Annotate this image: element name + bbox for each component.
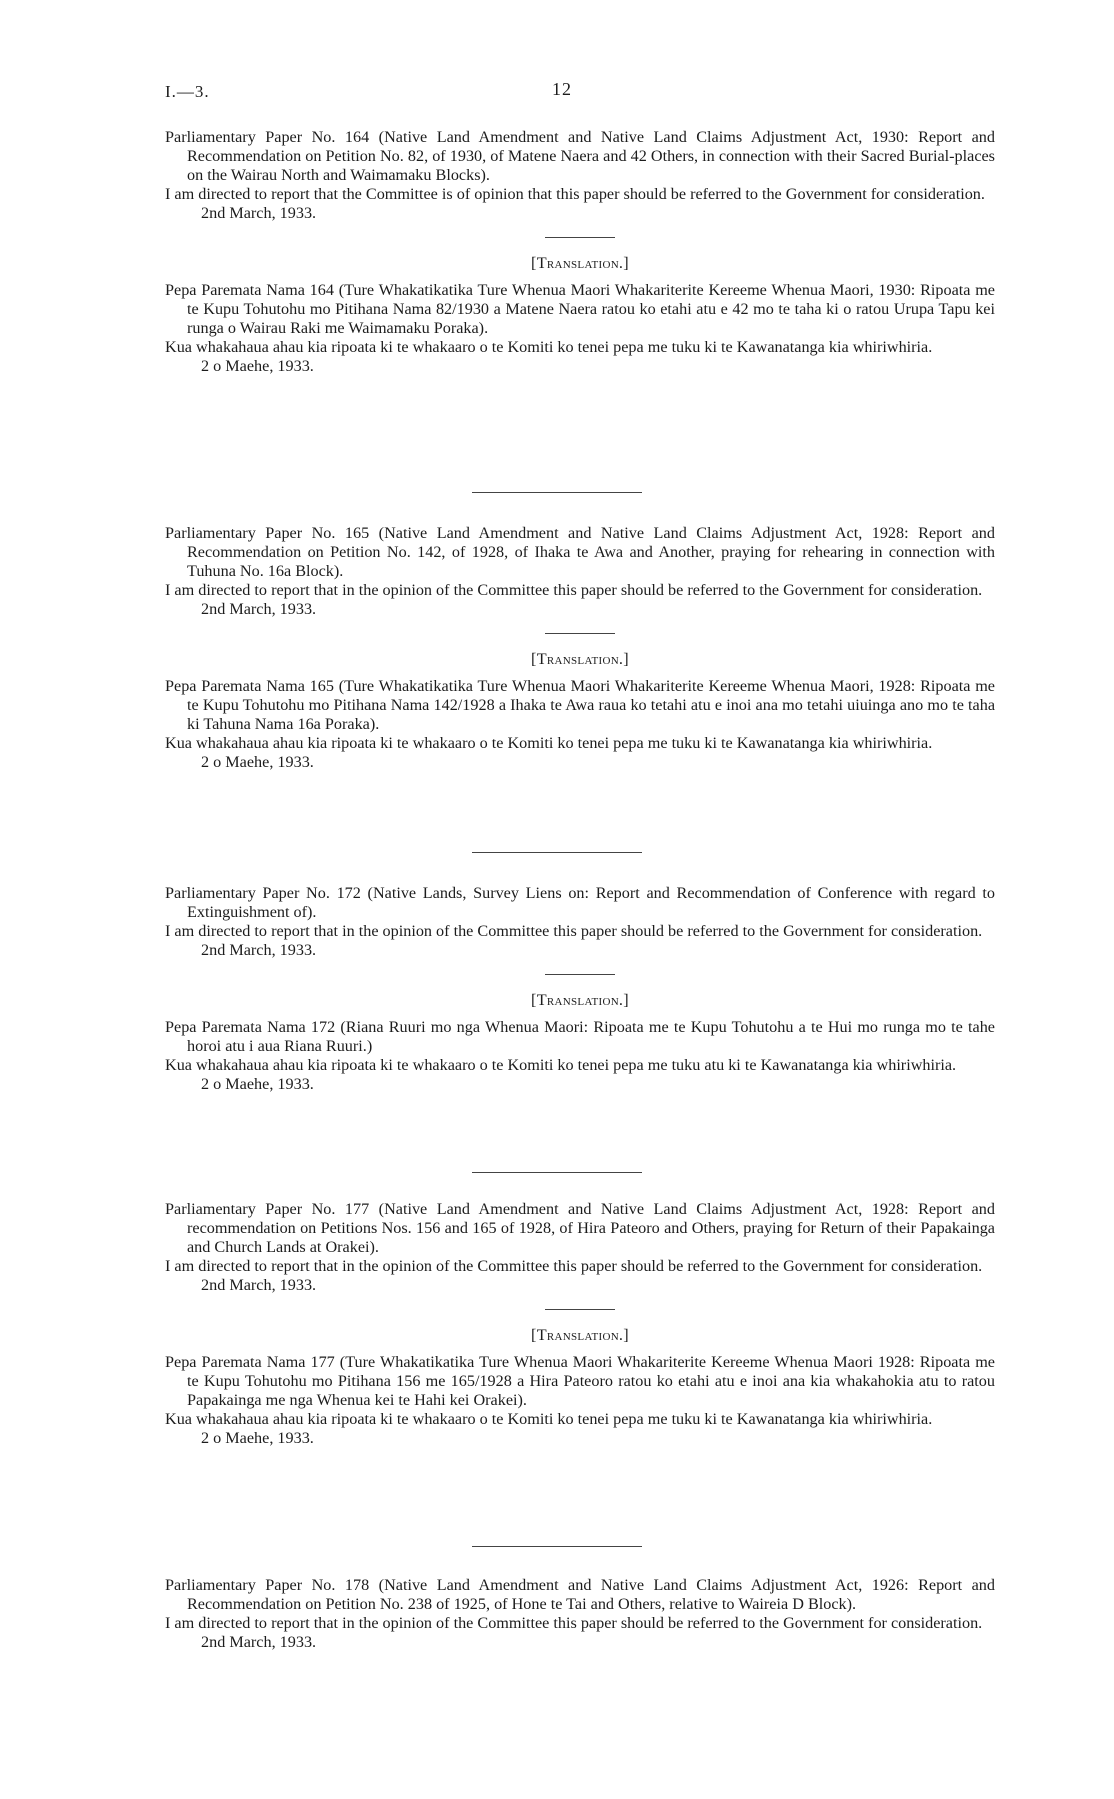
translation-body: Kua whakahaua ahau kia ripoata ki te whakaaro o te Komiti ko tenei pepa me tuku ki te Kawanatanga kia whiriwhiria.: [165, 734, 933, 752]
entry-body: I am directed to report that in the opinion of the Committee this paper should be referred to the Government for consideration.: [165, 922, 983, 940]
translation-body: Kua whakahaua ahau kia ripoata ki te whakaaro o te Komiti ko tenei pepa me tuku ki te Kawanatanga kia whiriwhiria.: [165, 338, 933, 356]
short-divider: [545, 633, 615, 634]
translation-title: Pepa Paremata Nama 165 (Ture Whakatikatika Ture Whenua Maori Whakariterite Kereeme Whenua Maori, 1928: Ripoata me te Kupu Tohutohu mo Pitihana Nama 142/1928 a Ihaka te Awa raua ko tetahi atu e inoi ana mo tetahi uiuinga ano mo te taha ki Tahuna Nama 16a Poraka).: [165, 677, 995, 733]
entry-paper-172: [165, 884, 995, 1094]
short-divider: [545, 974, 615, 975]
entry-title: Parliamentary Paper No. 165 (Native Land Amendment and Native Land Claims Adjustment Act, 1928: Report and Recommendation on Petition No. 142, of 1928, of Ihaka te Awa and Another, praying for rehearing in connection with Tuhuna No. 16a Block).: [165, 524, 995, 580]
entry-date: 2nd March, 1933.: [201, 941, 317, 959]
page-number: 12: [552, 79, 572, 99]
entry-body: I am directed to report that the Committee is of opinion that this paper should be referred to the Government for consideration.: [165, 185, 985, 203]
translation-date: 2 o Maehe, 1933.: [201, 357, 314, 375]
translation-date: 2 o Maehe, 1933.: [201, 1429, 314, 1447]
entry-date: 2nd March, 1933.: [201, 600, 317, 618]
section-divider: [472, 492, 642, 493]
entry-paper-178: [165, 1576, 995, 1652]
section-divider: [472, 1172, 642, 1173]
translation-date: 2 o Maehe, 1933.: [201, 753, 314, 771]
entry-paper-177: [165, 1200, 995, 1448]
entry-date: 2nd March, 1933.: [201, 204, 317, 222]
translation-title: Pepa Paremata Nama 164 (Ture Whakatikatika Ture Whenua Maori Whakariterite Kereeme Whenua Maori, 1930: Ripoata me te Kupu Tohutohu mo Pitihana Nama 82/1930 a Matene Naera ratou ko etahi atu e 42 mo te taha ki o ratou Urupa Tapu kei runga o Wairau Raki me Waimamaku Poraka).: [165, 281, 995, 337]
page-header-left: I.—3.: [165, 82, 210, 101]
entry-date: 2nd March, 1933.: [201, 1633, 317, 1651]
entry-body: I am directed to report that in the opinion of the Committee this paper should be referred to the Government for consideration.: [165, 1614, 983, 1632]
entry-title: Parliamentary Paper No. 178 (Native Land Amendment and Native Land Claims Adjustment Act, 1926: Report and Recommendation on Petition No. 238 of 1925, of Hone te Tai and Others, relative to Waireia D Block).: [165, 1576, 995, 1613]
entry-body: I am directed to report that in the opinion of the Committee this paper should be referred to the Government for consideration.: [165, 581, 983, 599]
entry-date: 2nd March, 1933.: [201, 1276, 317, 1294]
section-divider: [472, 852, 642, 853]
entry-title: Parliamentary Paper No. 177 (Native Land Amendment and Native Land Claims Adjustment Act, 1928: Report and recommendation on Petitions Nos. 156 and 165 of 1928, of Hira Pateoro and Others, praying for Return of their Papakainga and Church Lands at Orakei).: [165, 1200, 995, 1256]
translation-heading: [Translation.]: [531, 1326, 629, 1344]
section-divider: [472, 1546, 642, 1547]
entry-title: Parliamentary Paper No. 164 (Native Land Amendment and Native Land Claims Adjustment Act, 1930: Report and Recommendation on Petition No. 82, of 1930, of Matene Naera and 42 Others, in connection with their Sacred Burial-places on the Wairau North and Waimamaku Blocks).: [165, 128, 995, 184]
translation-heading: [Translation.]: [531, 991, 629, 1009]
translation-title: Pepa Paremata Nama 177 (Ture Whakatikatika Ture Whenua Maori Whakariterite Kereeme Whenua Maori 1928: Ripoata me te Kupu Tohutohu mo Pitihana 156 me 165/1928 a Hira Pateoro ratou ko etahi atu e inoi ana kia whakahokia atu to ratou Papakainga me nga Whenua kei te Hahi kei Orakei).: [165, 1353, 995, 1409]
translation-body: Kua whakahaua ahau kia ripoata ki te whakaaro o te Komiti ko tenei pepa me tuku atu ki te Kawanatanga kia whiriwhiria.: [165, 1056, 957, 1074]
translation-body: Kua whakahaua ahau kia ripoata ki te whakaaro o te Komiti ko tenei pepa me tuku ki te Kawanatanga kia whiriwhiria.: [165, 1410, 933, 1428]
entry-paper-164: [165, 128, 995, 376]
entry-paper-165: [165, 524, 995, 772]
entry-body: I am directed to report that in the opinion of the Committee this paper should be referred to the Government for consideration.: [165, 1257, 983, 1275]
translation-date: 2 o Maehe, 1933.: [201, 1075, 314, 1093]
entry-title: Parliamentary Paper No. 172 (Native Lands, Survey Liens on: Report and Recommendation of Conference with regard to Extinguishment of).: [165, 884, 995, 921]
short-divider: [545, 1309, 615, 1310]
translation-heading: [Translation.]: [531, 650, 629, 668]
translation-title: Pepa Paremata Nama 172 (Riana Ruuri mo nga Whenua Maori: Ripoata me te Kupu Tohutohu a te Hui mo runga mo te tahe horoi atu i aua Riana Ruuri.): [165, 1018, 995, 1055]
short-divider: [545, 237, 615, 238]
translation-heading: [Translation.]: [531, 254, 629, 272]
